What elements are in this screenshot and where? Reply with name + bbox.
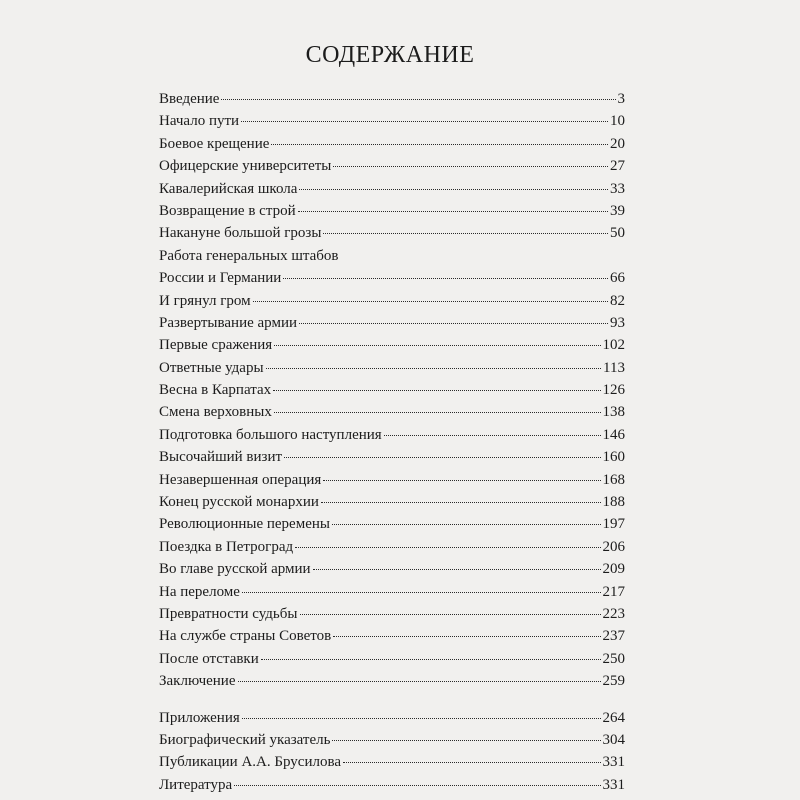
dot-leader — [274, 412, 601, 413]
toc-entry-page-number: 209 — [602, 561, 625, 578]
dot-leader — [242, 592, 601, 593]
toc-entry — [159, 648, 625, 670]
dot-leader — [253, 301, 608, 302]
toc-entry-label: Офицерские университеты — [159, 158, 332, 175]
toc-entry-label: Высочайший визит — [159, 449, 283, 466]
toc-entry-page-number: 197 — [602, 516, 625, 533]
dot-leader — [299, 189, 608, 190]
toc-entry-label: Развертывание армии — [159, 314, 297, 331]
dot-leader — [323, 233, 608, 234]
toc-main-list — [159, 88, 625, 693]
toc-entry-label: Подготовка большого наступления — [159, 426, 382, 443]
toc-entry-label: Поездка в Петроград — [159, 538, 294, 555]
toc-entry-page-number: 206 — [602, 538, 625, 555]
toc-entry-page-number: 331 — [602, 776, 625, 793]
toc-entry-label: Смена верховных — [159, 404, 272, 421]
toc-entry — [159, 245, 625, 267]
toc-entry — [159, 707, 625, 729]
toc-entry-label: Возвращение в строй — [159, 202, 296, 219]
toc-entry-page-number: 27 — [610, 158, 625, 175]
toc-entry-label: Боевое крещение — [159, 135, 270, 152]
toc-entry-page-number: 33 — [610, 180, 625, 197]
toc-entry-page-number: 10 — [610, 113, 625, 130]
toc-entry-page-number: 217 — [602, 583, 625, 600]
toc-entry-page-number: 264 — [602, 709, 625, 726]
toc-entry-label: Кавалерийская школа — [159, 180, 298, 197]
toc-entry-page-number: 188 — [602, 494, 625, 511]
toc-entry-page-number: 160 — [602, 449, 625, 466]
toc-entry-label: Накануне большой грозы — [159, 225, 322, 242]
toc-entry-page-number: 50 — [610, 225, 625, 242]
toc-entry-label: На службе страны Советов — [159, 628, 332, 645]
toc-entry-label: И грянул гром — [159, 292, 251, 309]
toc-entry-page-number: 146 — [602, 426, 625, 443]
dot-leader — [332, 740, 600, 741]
toc-entry-page-number: 237 — [602, 628, 625, 645]
toc-entry-label: Публикации А.А. Брусилова — [159, 754, 341, 771]
dot-leader — [298, 211, 608, 212]
dot-leader — [273, 390, 600, 391]
toc-entry-page-number: 168 — [602, 471, 625, 488]
dot-leader — [343, 762, 601, 763]
toc-entry-page-number: 113 — [603, 359, 625, 376]
dot-leader — [333, 636, 600, 637]
dot-leader — [384, 435, 601, 436]
toc-appendix-list — [159, 707, 625, 797]
dot-leader — [300, 614, 601, 615]
toc-entry-label: На переломе — [159, 583, 240, 600]
toc-entry — [159, 558, 625, 580]
toc-section-gap — [159, 693, 625, 707]
dot-leader — [266, 368, 602, 369]
toc-entry — [159, 178, 625, 200]
toc-entry — [159, 133, 625, 155]
dot-leader — [241, 121, 608, 122]
toc-entry-label: Введение — [159, 91, 220, 107]
toc-entry — [159, 729, 625, 751]
toc-entry — [159, 290, 625, 312]
toc-entry-page-number: 82 — [610, 292, 625, 309]
toc-entry-label: Весна в Карпатах — [159, 382, 272, 399]
dot-leader — [332, 524, 601, 525]
toc-entry-page-number: 259 — [602, 673, 625, 690]
toc-entry — [159, 581, 625, 603]
dot-leader — [238, 681, 601, 682]
dot-leader — [283, 278, 608, 279]
toc-entry-page-number: 66 — [610, 270, 625, 287]
toc-entry — [159, 88, 625, 110]
toc-entry-page-number: 126 — [602, 382, 625, 399]
table-of-contents — [159, 88, 625, 796]
toc-entry-page-number: 304 — [602, 731, 625, 748]
toc-entry — [159, 312, 625, 334]
toc-entry-label: Ответные удары — [159, 359, 264, 376]
toc-entry-label: Конец русской монархии — [159, 494, 319, 511]
toc-entry-label: Незавершенная операция — [159, 471, 322, 488]
toc-entry — [159, 379, 625, 401]
toc-entry-page-number: 250 — [602, 650, 625, 667]
toc-entry-label: Во главе русской армии — [159, 561, 311, 578]
toc-entry — [159, 625, 625, 647]
toc-entry-label: Приложения — [159, 709, 240, 726]
toc-entry-page-number: 39 — [610, 202, 625, 219]
toc-entry — [159, 446, 625, 468]
dot-leader — [323, 480, 600, 481]
toc-entry — [159, 110, 625, 132]
toc-entry-label: России и Германии — [159, 270, 282, 287]
toc-entry — [159, 774, 625, 796]
toc-entry-page-number: 223 — [602, 605, 625, 622]
toc-entry — [159, 357, 625, 379]
toc-entry — [159, 222, 625, 244]
toc-entry — [159, 670, 625, 692]
toc-entry-label: Превратности судьбы — [159, 605, 298, 622]
toc-entry-label: Начало пути — [159, 113, 240, 130]
toc-entry — [159, 267, 625, 289]
dot-leader — [221, 99, 615, 100]
toc-entry — [159, 536, 625, 558]
toc-entry — [159, 751, 625, 773]
dot-leader — [234, 785, 600, 786]
toc-entry-page-number: 331 — [602, 754, 625, 771]
dot-leader — [261, 659, 601, 660]
toc-entry — [159, 401, 625, 423]
toc-entry-page-number: 20 — [610, 135, 625, 152]
toc-entry — [159, 200, 625, 222]
dot-leader — [242, 718, 601, 719]
toc-entry — [159, 334, 625, 356]
dot-leader — [313, 569, 601, 570]
dot-leader — [333, 166, 608, 167]
toc-entry — [159, 491, 625, 513]
toc-entry — [159, 424, 625, 446]
toc-entry-page-number: 93 — [610, 314, 625, 331]
toc-entry-label: Литература — [159, 776, 233, 793]
dot-leader — [321, 502, 601, 503]
dot-leader — [274, 345, 600, 346]
toc-entry-label: Революционные перемены — [159, 516, 330, 533]
dot-leader — [295, 547, 600, 548]
dot-leader — [271, 144, 608, 145]
toc-entry-label: Заключение — [159, 673, 236, 690]
dot-leader — [299, 323, 608, 324]
toc-entry-page-number: 3 — [617, 91, 625, 107]
page-title: СОДЕРЖАНИЕ — [305, 42, 475, 68]
toc-entry — [159, 513, 625, 535]
toc-entry-label: Первые сражения — [159, 337, 273, 354]
toc-entry — [159, 603, 625, 625]
toc-entry-page-number: 102 — [602, 337, 625, 354]
toc-entry-label: После отставки — [159, 650, 259, 667]
toc-entry — [159, 469, 625, 491]
toc-entry-page-number: 138 — [602, 404, 625, 421]
toc-entry — [159, 155, 625, 177]
dot-leader — [284, 457, 600, 458]
toc-entry-label: Биографический указатель — [159, 731, 331, 748]
toc-entry-label: Работа генеральных штабов — [159, 247, 339, 264]
